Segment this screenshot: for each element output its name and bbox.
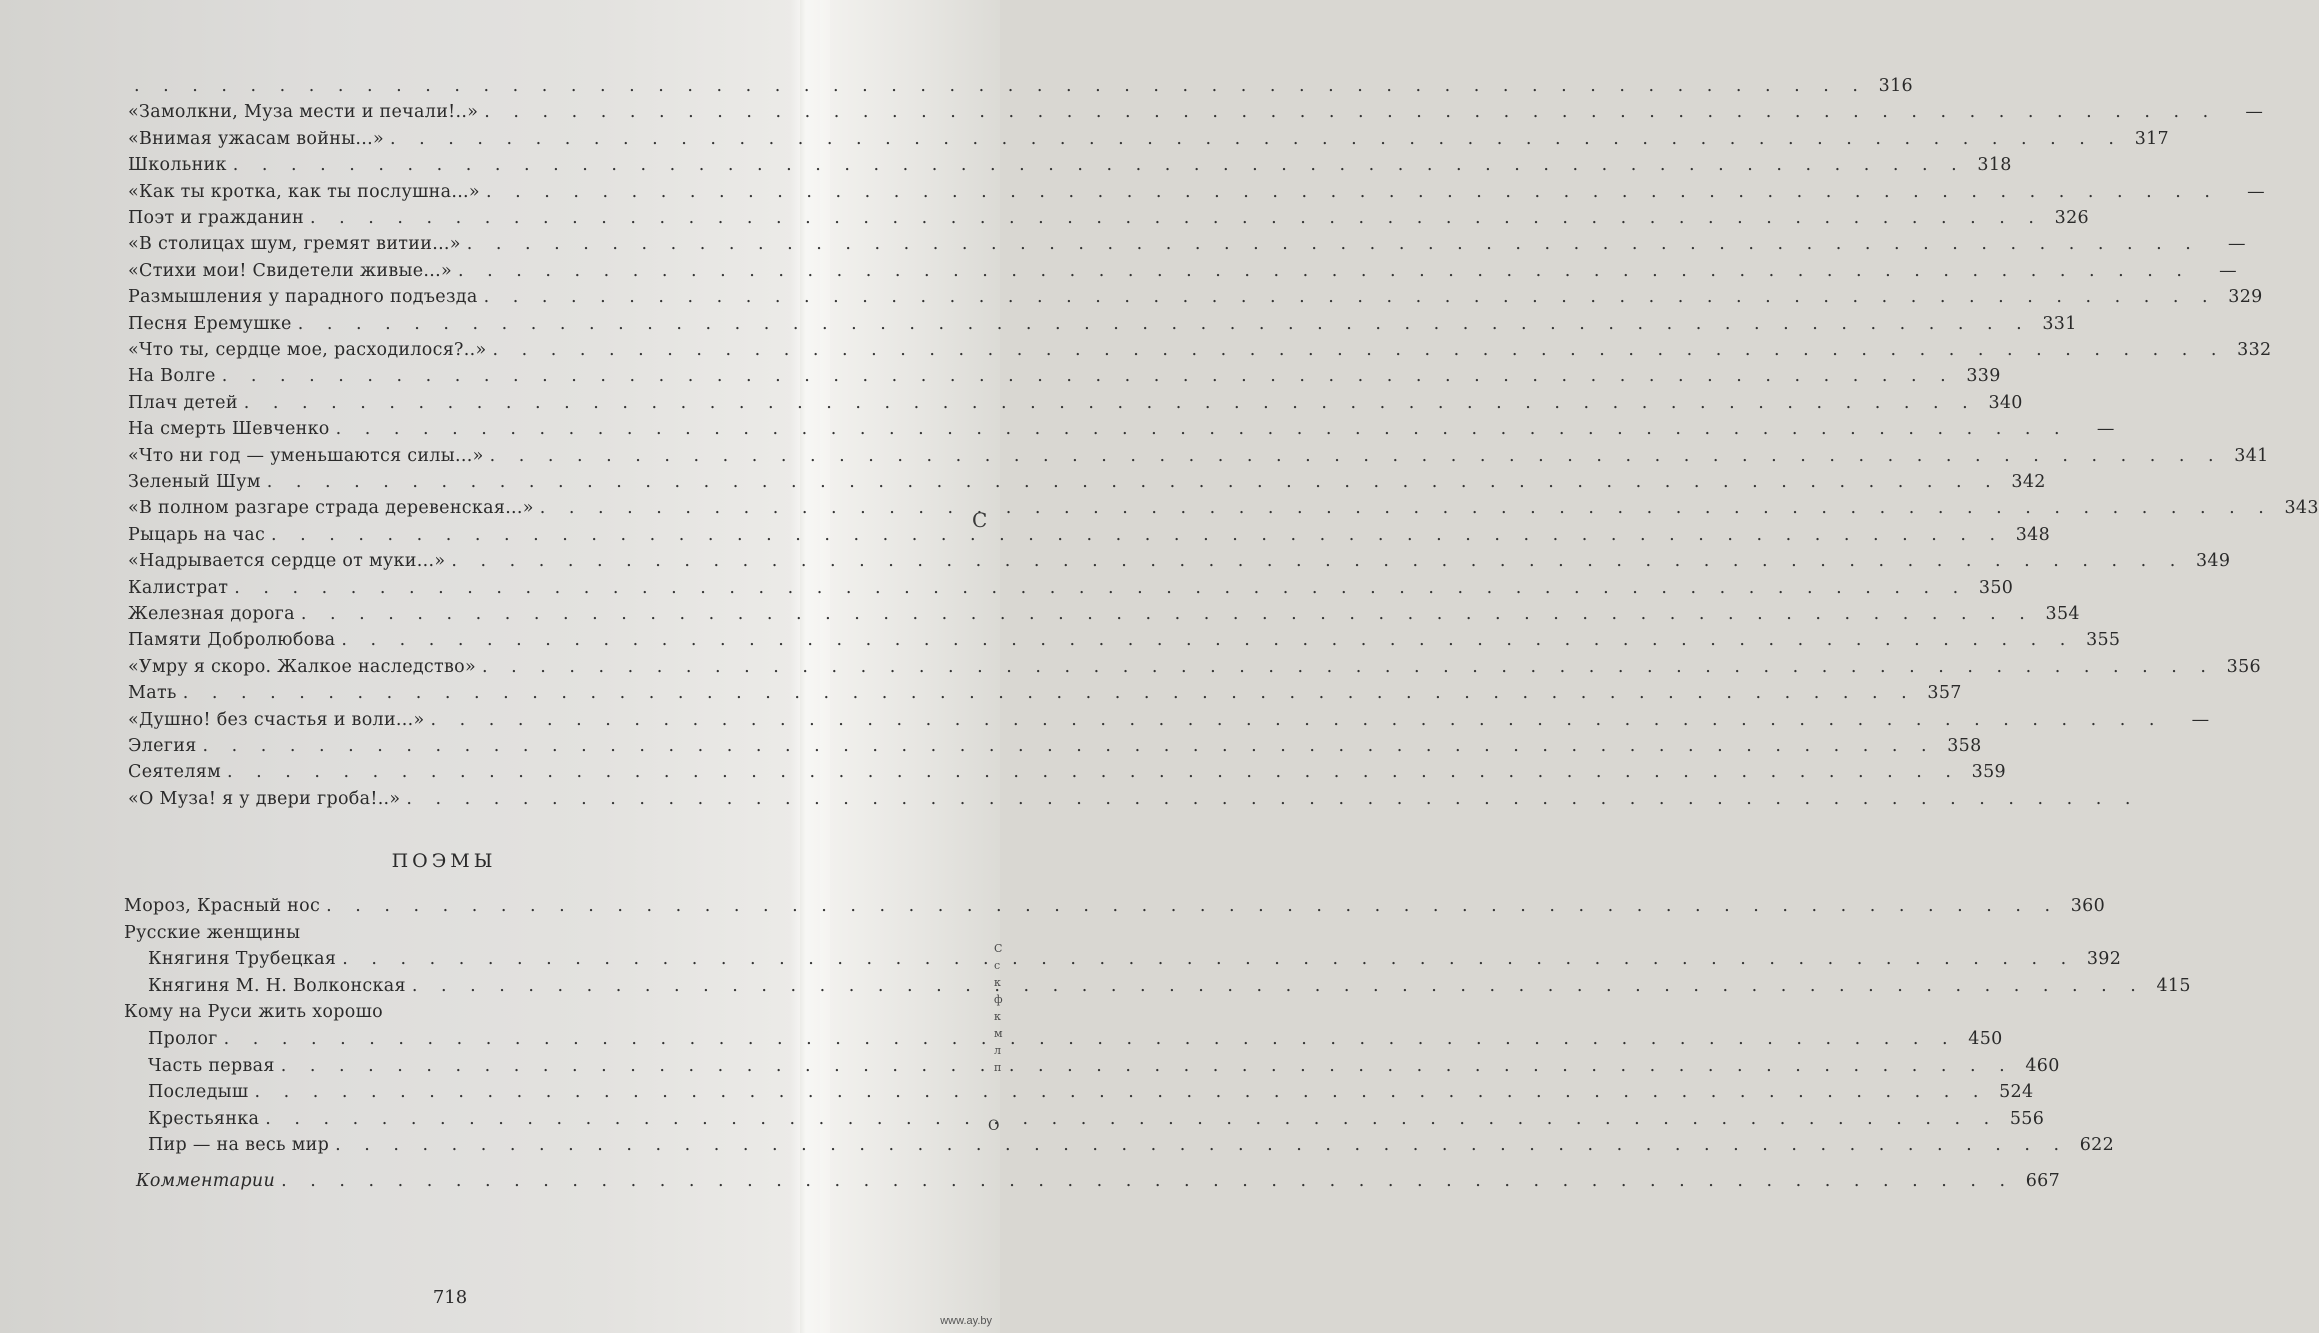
- toc-entry-title: Памяти Добролюбова: [128, 630, 336, 651]
- toc-entry-title: Зеленый Шум: [128, 472, 261, 492]
- toc-entry-page: 622: [2079, 1135, 2115, 1156]
- toc-entry: [124, 895, 2106, 917]
- toc-entry: [128, 233, 2246, 255]
- toc-entry: [128, 286, 2263, 308]
- toc-leader-dots: [227, 761, 1960, 783]
- toc-entry-title: Элегия: [128, 736, 197, 756]
- toc-entry-title: Русские женщины: [124, 922, 301, 943]
- right-page-fragment: л: [994, 1044, 1001, 1057]
- toc-leader-dots: [326, 895, 2059, 917]
- toc-entry-title: «О Муза! я у двери гроба!..»: [128, 788, 401, 809]
- toc-entry-page: 350: [1978, 577, 2014, 598]
- right-page-letter: С: [972, 508, 991, 532]
- toc-entry: [128, 550, 2231, 572]
- toc-leader-dots: [484, 286, 2217, 308]
- toc-entry-title: Княгиня М. Н. Волконская: [148, 975, 406, 996]
- toc-leader-dots: [301, 603, 2034, 625]
- toc-entry-page: 317: [2134, 128, 2169, 149]
- toc-entry-title: Кому на Руси жить хорошо: [124, 1002, 383, 1023]
- toc-leader-dots: [458, 260, 2191, 282]
- toc-entry: [128, 128, 2169, 150]
- toc-entry-title: «Что ты, сердце мое, расходилося?..»: [128, 340, 487, 360]
- toc-leader-dots: [244, 392, 1977, 414]
- toc-leader-dots: [134, 75, 1867, 97]
- toc-entry: [128, 471, 2046, 493]
- toc-entry-title: Рыцарь на час: [128, 524, 266, 545]
- toc-entry-title: Мороз, Красный нос: [124, 896, 321, 916]
- toc-entry-page: 342: [2011, 472, 2046, 492]
- toc-leader-dots: [233, 154, 1966, 176]
- toc-entry-page: 340: [1988, 392, 2023, 413]
- toc-entry: [148, 975, 2191, 997]
- toc-entry: [128, 365, 2001, 387]
- toc-entry-title: Крестьянка: [148, 1108, 260, 1129]
- toc-leader-dots: [341, 629, 2074, 651]
- right-page-fragment: с: [994, 959, 1001, 972]
- page-number: 718: [432, 1287, 468, 1308]
- toc-leader-dots: [298, 313, 2031, 335]
- right-page-fragment: м: [994, 1027, 1003, 1040]
- toc-entry: [148, 1108, 2045, 1130]
- right-page-fragment: С: [994, 942, 1003, 955]
- toc-entry: [128, 629, 2121, 651]
- toc-leader-dots: [335, 1134, 2068, 1156]
- toc-entry-page: 341: [2234, 445, 2269, 466]
- toc-entry-page: —: [2096, 419, 2115, 440]
- toc-entry-page: 524: [1999, 1082, 2034, 1103]
- toc-entry-title: Пролог: [148, 1029, 218, 1049]
- toc-entry-title: Комментарии: [136, 1171, 276, 1191]
- toc-entry-page: 360: [2070, 896, 2106, 916]
- toc-entry-page: 358: [1947, 736, 1982, 756]
- toc-leader-dots: [203, 735, 1936, 757]
- toc-leader-dots: [271, 524, 2004, 546]
- toc-entry-title: «Внимая ужасам войны...»: [128, 128, 385, 149]
- toc-leader-dots: [490, 445, 2223, 467]
- toc-entry-title: Плач детей: [128, 392, 238, 413]
- toc-entry: [148, 1028, 2003, 1050]
- toc-entry: [148, 1134, 2115, 1156]
- toc-leader-dots: [267, 471, 2000, 493]
- toc-entry-title: На Волге: [128, 366, 216, 387]
- toc-entry-title: «Стихи мои! Свидетели живые...»: [128, 260, 452, 281]
- toc-entry-page: 316: [1878, 76, 1913, 96]
- right-page-fragment: ф: [994, 993, 1003, 1006]
- toc-entry-title: Песня Еремушке: [128, 313, 292, 334]
- toc-entry: [128, 682, 1962, 704]
- toc-leader-dots: [482, 656, 2215, 678]
- toc-entry-title: Пир — на весь мир: [148, 1135, 330, 1156]
- toc-entry-title: «Как ты кротка, как ты послушна...»: [128, 181, 480, 202]
- toc-entry-title: «Надрывается сердце от муки...»: [128, 551, 446, 572]
- toc-entry: [128, 577, 2014, 599]
- toc-leader-dots: [183, 682, 1916, 704]
- toc-entry-title: Часть первая: [148, 1055, 275, 1076]
- toc-entry: [124, 922, 790, 944]
- toc-entry-page: 450: [1968, 1029, 2003, 1049]
- toc-entry: [128, 101, 2264, 123]
- toc-leader-dots: [412, 975, 2145, 997]
- toc-entry-page: 355: [2086, 630, 2121, 651]
- toc-entry-page: 349: [2195, 551, 2231, 572]
- right-page-bottom-letter: О: [988, 1118, 1003, 1134]
- toc-leader-dots: [224, 1028, 1957, 1050]
- toc-entry: [128, 735, 1982, 757]
- toc-entry-title: На смерть Шевченко: [128, 419, 330, 440]
- toc-entry-title: Сеятелям: [128, 762, 221, 783]
- toc-leader-dots: [254, 1081, 1987, 1103]
- toc-entry: [128, 445, 2269, 467]
- toc-entry-title: Калистрат: [128, 577, 229, 598]
- toc-entry: [128, 75, 1913, 97]
- toc-leader-dots: [281, 1170, 2014, 1192]
- toc-entry-title: Размышления у парадного подъезда: [128, 287, 478, 308]
- toc-entry-page: 332: [2237, 340, 2272, 360]
- toc-leader-dots: [406, 788, 2139, 810]
- toc-entry-title: «В полном разгаре страда деревенская...»: [128, 498, 534, 519]
- toc-entry-page: 339: [1966, 366, 2001, 387]
- toc-leader-dots: [342, 948, 2075, 970]
- toc-entry-page: 415: [2156, 975, 2191, 996]
- toc-leader-dots: [540, 497, 2273, 519]
- toc-leader-dots: [431, 709, 2164, 731]
- toc-entry: [128, 761, 2006, 783]
- toc-entry: [128, 788, 778, 810]
- toc-entry: [124, 1001, 790, 1023]
- toc-entry: [136, 1170, 2061, 1192]
- toc-entry-title: Поэт и гражданин: [128, 208, 304, 228]
- toc-entry: [128, 339, 2272, 361]
- toc-leader-dots: [486, 181, 2219, 203]
- toc-entry: [128, 603, 2080, 625]
- toc-leader-dots: [467, 233, 2200, 255]
- toc-entry-page: —: [2227, 234, 2246, 255]
- toc-entry-page: 348: [2015, 524, 2051, 545]
- toc-entry-page: 357: [1927, 683, 1962, 704]
- toc-leader-dots: [222, 365, 1955, 387]
- toc-entry: [128, 418, 2115, 440]
- toc-entry-page: 359: [1971, 762, 2006, 783]
- toc-entry: [128, 207, 2089, 229]
- toc-entry-page: —: [2219, 260, 2237, 281]
- section-heading: ПОЭМЫ: [391, 850, 497, 872]
- toc-leader-dots: [310, 207, 2043, 229]
- toc-entry-page: 556: [2009, 1108, 2045, 1129]
- toc-entry: [148, 1055, 2060, 1077]
- toc-entry-page: 329: [2228, 287, 2263, 308]
- toc-entry: [128, 497, 2319, 519]
- toc-entry: [128, 313, 2077, 335]
- toc-entry-title: Мать: [128, 683, 177, 704]
- toc-leader-dots: [265, 1108, 1998, 1130]
- toc-entry-page: 667: [2025, 1171, 2061, 1191]
- toc-leader-dots: [234, 577, 1967, 599]
- toc-entry-page: 331: [2042, 313, 2077, 334]
- toc-entry-title: Последыш: [148, 1082, 249, 1103]
- toc-entry: [128, 181, 2265, 203]
- toc-entry-page: 318: [1977, 155, 2012, 176]
- toc-entry-page: 326: [2054, 208, 2089, 228]
- right-page-fragment: к: [994, 1010, 1001, 1023]
- toc-leader-dots: [281, 1055, 2014, 1077]
- toc-entry-title: «Что ни год — уменьшаются силы...»: [128, 445, 484, 466]
- toc-entry: [128, 524, 2051, 546]
- toc-leader-dots: [336, 418, 2069, 440]
- toc-entry: [148, 1081, 2034, 1103]
- watermark: www.ay.by: [940, 1315, 992, 1327]
- toc-entry-page: 392: [2086, 949, 2122, 970]
- toc-entry: [128, 709, 2210, 731]
- toc-entry-page: 343: [2284, 498, 2319, 519]
- toc-entry-title: Школьник: [128, 155, 227, 176]
- toc-entry: [128, 392, 2023, 414]
- toc-entry-title: «В столицах шум, гремят витии...»: [128, 234, 461, 255]
- toc-entry-page: —: [2245, 102, 2264, 123]
- toc-entry: [148, 948, 2122, 970]
- toc-entry-title: «Замолкни, Муза мести и печали!..»: [128, 102, 479, 123]
- toc-entry-title: Княгиня Трубецкая: [148, 949, 337, 970]
- toc-entry-title: Железная дорога: [128, 604, 295, 624]
- toc-entry: [128, 656, 2261, 678]
- right-page-fragment: к: [994, 976, 1001, 989]
- toc-entry-page: 356: [2226, 656, 2261, 677]
- toc-entry: [128, 260, 2237, 282]
- toc-entry-page: —: [2191, 709, 2210, 730]
- toc-entry-title: «Душно! без счастья и воли...»: [128, 709, 425, 730]
- toc-entry-page: —: [2247, 181, 2265, 202]
- toc-leader-dots: [390, 128, 2123, 150]
- toc-entry: [128, 154, 2012, 176]
- toc-entry-page: 354: [2045, 604, 2080, 624]
- toc-entry-title: «Умру я скоро. Жалкое наследство»: [128, 656, 476, 677]
- right-page-fragment: п: [994, 1061, 1002, 1074]
- toc-leader-dots: [492, 339, 2225, 361]
- toc-leader-dots: [451, 550, 2184, 572]
- toc-leader-dots: [484, 101, 2217, 123]
- toc-entry-page: 460: [2025, 1055, 2060, 1076]
